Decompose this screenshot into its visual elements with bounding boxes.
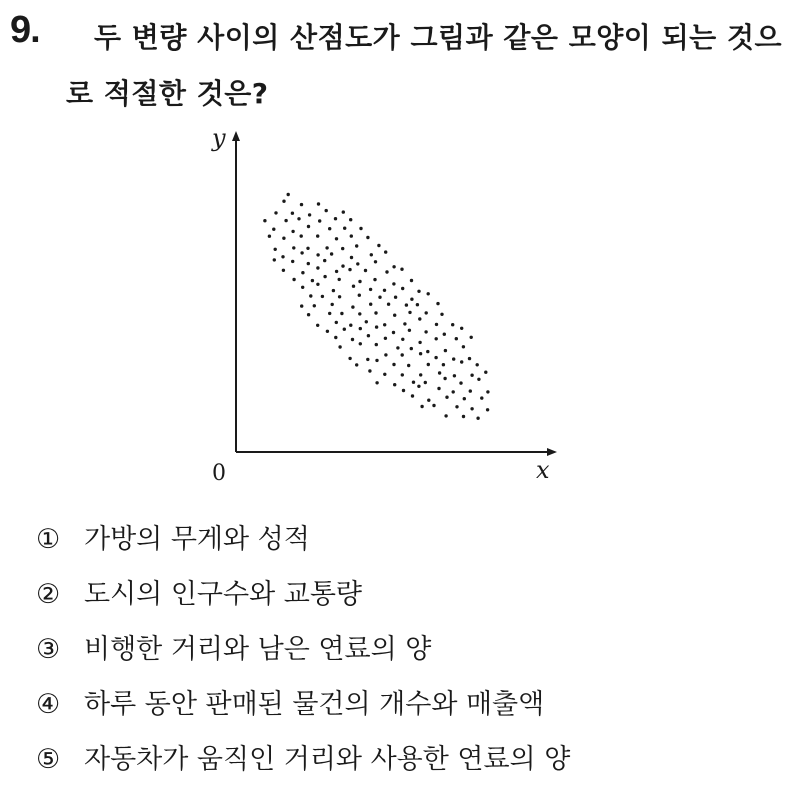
scatter-point xyxy=(375,325,378,328)
scatter-point xyxy=(311,279,314,282)
scatter-point xyxy=(367,334,370,337)
scatter-point xyxy=(335,270,338,273)
scatter-point xyxy=(462,415,465,418)
scatter-point xyxy=(316,253,319,256)
scatter-point xyxy=(383,373,386,376)
scatter-point xyxy=(438,371,441,374)
choice-1[interactable] xyxy=(36,512,570,567)
scatter-point xyxy=(452,390,455,393)
scatter-point xyxy=(384,250,387,253)
scatter-point xyxy=(400,268,403,271)
scatter-point xyxy=(424,381,427,384)
scatter-point xyxy=(335,321,338,324)
scatter-point xyxy=(340,312,343,315)
scatter-point xyxy=(349,324,352,327)
choice-text: 가방의 무게와 성적 xyxy=(84,524,310,555)
choice-text: 비행한 거리와 남은 연료의 양 xyxy=(84,634,432,665)
scatter-point xyxy=(274,248,277,251)
scatter-point xyxy=(323,275,326,278)
scatter-point xyxy=(462,345,465,348)
scatter-point xyxy=(375,381,378,384)
scatter-point xyxy=(268,235,271,238)
scatter-point xyxy=(301,271,304,274)
scatter-point xyxy=(411,394,414,397)
scatter-point xyxy=(326,330,329,333)
scatter-point xyxy=(476,417,479,420)
scatter-point xyxy=(383,323,386,326)
scatter-point xyxy=(300,304,303,307)
scatter-point xyxy=(317,202,320,205)
scatter-point xyxy=(355,363,358,366)
scatter-plot xyxy=(190,120,570,490)
scatter-point xyxy=(418,317,421,320)
scatter-point xyxy=(384,337,387,340)
scatter-point xyxy=(306,247,309,250)
scatter-point xyxy=(316,324,319,327)
scatter-point xyxy=(358,312,361,315)
scatter-point xyxy=(364,269,367,272)
scatter-point xyxy=(358,294,361,297)
origin-label: 0 xyxy=(212,461,226,486)
scatter-point xyxy=(383,289,386,292)
scatter-point xyxy=(463,397,466,400)
scatter-point xyxy=(297,217,300,220)
scatter-point xyxy=(484,371,487,374)
scatter-point xyxy=(334,217,337,220)
scatter-point xyxy=(480,396,483,399)
scatter-point xyxy=(417,290,420,293)
scatter-point xyxy=(460,360,463,363)
scatter-point xyxy=(316,266,319,269)
scatter-point xyxy=(417,385,420,388)
scatter-point xyxy=(455,405,458,408)
scatter-point xyxy=(444,349,447,352)
choice-list xyxy=(36,512,570,787)
scatter-point xyxy=(405,303,408,306)
scatter-point xyxy=(451,323,454,326)
scatter-point xyxy=(443,333,446,336)
scatter-point xyxy=(369,288,372,291)
choice-4[interactable] xyxy=(36,677,570,732)
scatter-point xyxy=(393,383,396,386)
choice-text: 자동차가 움직인 거리와 사용한 연료의 양 xyxy=(84,744,571,775)
choice-mark: ③ xyxy=(36,634,61,665)
scatter-point xyxy=(477,378,480,381)
choice-5[interactable] xyxy=(36,732,570,787)
scatter-point xyxy=(281,255,284,258)
scatter-point xyxy=(338,295,341,298)
scatter-point xyxy=(396,346,399,349)
scatter-point xyxy=(351,305,354,308)
scatter-point xyxy=(402,389,405,392)
scatter-point xyxy=(437,387,440,390)
scatter-point xyxy=(328,312,331,315)
scatter-point xyxy=(470,374,473,377)
scatter-point xyxy=(338,345,341,348)
scatter-point xyxy=(300,251,303,254)
scatter-point xyxy=(325,246,328,249)
scatter-point xyxy=(435,323,438,326)
scatter-point xyxy=(359,327,362,330)
scatter-point xyxy=(358,280,361,283)
scatter-point xyxy=(407,364,410,367)
scatter-point xyxy=(452,357,455,360)
scatter-point xyxy=(486,408,489,411)
y-axis-label: y xyxy=(212,124,226,152)
scatter-point xyxy=(338,278,341,281)
scatter-point xyxy=(444,414,447,417)
scatter-point xyxy=(273,258,276,261)
scatter-point xyxy=(282,269,285,272)
scatter-point xyxy=(443,377,446,380)
scatter-point xyxy=(292,246,295,249)
scatter-point xyxy=(366,236,369,239)
scatter-point xyxy=(342,210,345,213)
scatter-point xyxy=(328,227,331,230)
scatter-point xyxy=(343,328,346,331)
choice-mark: ① xyxy=(36,524,61,555)
scatter-point xyxy=(427,399,430,402)
scatter-point xyxy=(301,286,304,289)
scatter-point xyxy=(373,278,376,281)
scatter-point xyxy=(455,337,458,340)
scatter-point xyxy=(370,253,373,256)
scatter-point xyxy=(442,363,445,366)
scatter-point xyxy=(470,336,473,339)
choice-2[interactable] xyxy=(36,567,570,622)
scatter-point xyxy=(331,303,334,306)
scatter-point xyxy=(408,329,411,332)
scatter-point xyxy=(436,302,439,305)
scatter-point xyxy=(394,296,397,299)
scatter-point xyxy=(418,341,421,344)
scatter-point xyxy=(348,268,351,271)
scatter-point xyxy=(426,350,429,353)
scatter-point xyxy=(291,212,294,215)
scatter-point xyxy=(369,303,372,306)
scatter-point xyxy=(352,285,355,288)
scatter-point xyxy=(291,260,294,263)
scatter-point xyxy=(408,311,411,314)
scatter-point xyxy=(424,330,427,333)
question-number: 9. xyxy=(10,9,40,51)
scatter-point xyxy=(375,343,378,346)
scatter-point xyxy=(434,356,437,359)
scatter-point xyxy=(453,374,456,377)
scatter-point xyxy=(374,260,377,263)
scatter-point xyxy=(385,270,388,273)
scatter-point xyxy=(470,407,473,410)
question-text: 두 변량 사이의 산점도가 그림과 같은 모양이 되는 것으로 적절한 것은? xyxy=(66,21,783,110)
scatter-point xyxy=(419,352,422,355)
scatter-point xyxy=(323,259,326,262)
scatter-point xyxy=(282,237,285,240)
scatter-point xyxy=(307,313,310,316)
scatter-point xyxy=(476,363,479,366)
scatter-point xyxy=(401,373,404,376)
scatter-point xyxy=(392,282,395,285)
scatter-point xyxy=(486,390,489,393)
scatter-point xyxy=(341,247,344,250)
scatter-point xyxy=(351,338,354,341)
scatter-point xyxy=(307,262,310,265)
scatter-point xyxy=(410,298,413,301)
scatter-point xyxy=(291,230,294,233)
scatter-point xyxy=(374,311,377,314)
scatter-point xyxy=(313,304,316,307)
choice-text: 도시의 인구수와 교통량 xyxy=(84,579,362,610)
scatter-point xyxy=(332,289,335,292)
scatter-point xyxy=(343,227,346,230)
scatter-point xyxy=(355,244,358,247)
x-axis-label: x xyxy=(536,456,550,484)
scatter-point xyxy=(435,337,438,340)
scatter-point xyxy=(341,264,344,267)
scatter-point xyxy=(378,296,381,299)
scatter-point xyxy=(330,252,333,255)
scatter-point xyxy=(359,227,362,230)
scatter-point xyxy=(272,228,275,231)
scatter-point xyxy=(412,381,415,384)
choice-mark: ② xyxy=(36,579,61,610)
scatter-point xyxy=(401,287,404,290)
scatter-point xyxy=(335,237,338,240)
scatter-point xyxy=(366,358,369,361)
scatter-point xyxy=(308,213,311,216)
scatter-point xyxy=(359,342,362,345)
scatter-point xyxy=(307,225,310,228)
scatter-point xyxy=(419,373,422,376)
scatter-point xyxy=(410,279,413,282)
scatter-points xyxy=(263,193,489,420)
scatter-point xyxy=(348,357,351,360)
scatter-point xyxy=(392,331,395,334)
scatter-point xyxy=(375,359,378,362)
scatter-point xyxy=(356,262,359,265)
scatter-point xyxy=(274,211,277,214)
scatter-point xyxy=(368,369,371,372)
scatter-point xyxy=(334,336,337,339)
scatter-point xyxy=(318,219,321,222)
scatter-point xyxy=(393,314,396,317)
scatter-point xyxy=(459,381,462,384)
scatter-point xyxy=(403,322,406,325)
scatter-point xyxy=(401,353,404,356)
scatter-point xyxy=(427,292,430,295)
choice-mark: ④ xyxy=(36,689,61,720)
choice-text: 하루 동안 판매된 물건의 개수와 매출액 xyxy=(84,689,545,720)
scatter-point xyxy=(420,405,423,408)
scatter-point xyxy=(416,303,419,306)
scatter-point xyxy=(292,278,295,281)
scatter-point xyxy=(316,283,319,286)
scatter-point xyxy=(468,357,471,360)
scatter-point xyxy=(377,244,380,247)
scatter-point xyxy=(432,404,435,407)
scatter-point xyxy=(469,389,472,392)
scatter-point xyxy=(282,200,285,203)
scatter-point xyxy=(316,234,319,237)
scatter-point xyxy=(440,313,443,316)
scatter-point xyxy=(460,327,463,330)
scatter-point xyxy=(392,363,395,366)
scatter-point xyxy=(427,363,430,366)
scatter-point xyxy=(365,320,368,323)
scatter-point xyxy=(349,218,352,221)
choice-mark: ⑤ xyxy=(36,744,61,775)
scatter-point xyxy=(309,294,312,297)
scatter-point xyxy=(384,353,387,356)
scatter-point xyxy=(401,338,404,341)
scatter-point xyxy=(392,265,395,268)
scatter-point xyxy=(263,219,266,222)
scatter-point xyxy=(325,209,328,212)
scatter-point xyxy=(350,256,353,259)
scatter-point xyxy=(300,203,303,206)
scatter-point xyxy=(445,396,448,399)
scatter-point xyxy=(284,219,287,222)
scatter-point xyxy=(425,311,428,314)
scatter-point xyxy=(350,234,353,237)
scatter-point xyxy=(300,234,303,237)
choice-3[interactable] xyxy=(36,622,570,677)
scatter-point xyxy=(410,347,413,350)
scatter-point xyxy=(387,303,390,306)
scatter-point xyxy=(321,295,324,298)
scatter-point xyxy=(287,193,290,196)
